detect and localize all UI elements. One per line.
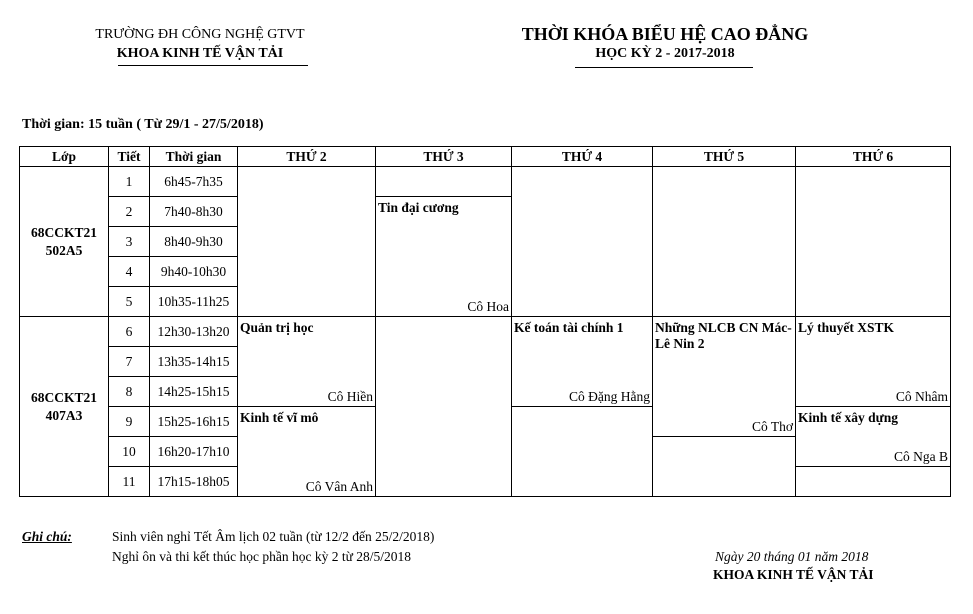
col-header-thu3: THỨ 3 bbox=[376, 147, 512, 167]
period-number: 1 bbox=[109, 167, 150, 197]
subject-cell-kinh-te-vi-mo bbox=[238, 407, 376, 497]
period-time: 6h45-7h35 bbox=[150, 167, 238, 197]
table-row bbox=[20, 167, 951, 197]
col-header-thu2: THỨ 2 bbox=[238, 147, 376, 167]
period-number: 6 bbox=[109, 317, 150, 347]
subject-name: Lý thuyết XSTK bbox=[798, 320, 895, 335]
empty-cell bbox=[796, 467, 951, 497]
sign-date: Ngày 20 tháng 01 năm 2018 bbox=[715, 549, 869, 564]
period-time: 9h40-10h30 bbox=[150, 257, 238, 287]
period-time: 7h40-8h30 bbox=[150, 197, 238, 227]
subject-cell-quan-tri-hoc bbox=[238, 317, 376, 407]
col-header-class: Lớp bbox=[20, 147, 109, 167]
period-number: 9 bbox=[109, 407, 150, 437]
period-time: 12h30-13h20 bbox=[150, 317, 238, 347]
note-line-2: Nghỉ ôn và thi kết thúc học phần học kỳ 2 từ 28/5/2018 bbox=[112, 549, 412, 564]
teacher-name: Cô Hiền bbox=[327, 389, 373, 404]
subject-name: Quản trị học bbox=[240, 320, 314, 335]
class-name: 68CCKT21 bbox=[30, 389, 97, 405]
notes-label: Ghi chú: bbox=[22, 529, 72, 544]
col-header-period: Tiết bbox=[109, 147, 150, 167]
table-header-row bbox=[20, 147, 951, 167]
subject-name: Kế toán tài chính 1 bbox=[514, 320, 624, 335]
subject-name: Kinh tế xây dựng bbox=[798, 410, 898, 425]
period-number: 10 bbox=[109, 437, 150, 467]
period-time: 14h25-15h15 bbox=[150, 377, 238, 407]
empty-cell bbox=[376, 167, 512, 197]
period-label: Thời gian: 15 tuần ( Từ 29/1 - 27/5/2018) bbox=[22, 117, 264, 132]
period-time: 10h35-11h25 bbox=[150, 287, 238, 317]
table-row bbox=[20, 317, 951, 347]
period-number: 2 bbox=[109, 197, 150, 227]
faculty-name: KHOA KINH TẾ VẬN TẢI bbox=[116, 46, 284, 61]
subject-cell-ke-toan bbox=[512, 317, 653, 407]
class-name: 68CCKT21 bbox=[30, 224, 97, 240]
school-name: TRƯỜNG ĐH CÔNG NGHỆ GTVT bbox=[95, 27, 305, 42]
subject-cell-nlcb bbox=[653, 317, 796, 437]
class-cell-morning bbox=[20, 167, 109, 317]
page-title: THỜI KHÓA BIỂU HỆ CAO ĐẲNG bbox=[521, 24, 809, 44]
empty-cell bbox=[512, 167, 653, 317]
semester-label: HỌC KỲ 2 - 2017-2018 bbox=[595, 46, 735, 61]
semester-underline bbox=[575, 67, 753, 68]
period-time: 8h40-9h30 bbox=[150, 227, 238, 257]
period-number: 11 bbox=[109, 467, 150, 497]
col-header-time: Thời gian bbox=[150, 147, 238, 167]
empty-cell bbox=[376, 317, 512, 497]
subject-name: Kinh tế vĩ mô bbox=[240, 410, 319, 425]
teacher-name: Cô Nhâm bbox=[895, 389, 948, 404]
empty-cell bbox=[653, 437, 796, 497]
period-time: 17h15-18h05 bbox=[150, 467, 238, 497]
col-header-thu5: THỨ 5 bbox=[653, 147, 796, 167]
teacher-name: Cô Vân Anh bbox=[305, 479, 373, 494]
teacher-name: Cô Nga B bbox=[894, 449, 948, 464]
subject-name: Những NLCB CN Mác-Lê Nin 2 bbox=[655, 320, 792, 351]
empty-cell bbox=[238, 167, 376, 317]
faculty-underline bbox=[118, 65, 308, 66]
subject-name: Tin đại cương bbox=[378, 200, 459, 215]
subject-cell-tin-dai-cuong bbox=[376, 197, 512, 317]
subject-cell-kinh-te-xay-dung bbox=[796, 407, 951, 467]
period-number: 5 bbox=[109, 287, 150, 317]
empty-cell bbox=[512, 407, 653, 497]
period-time: 15h25-16h15 bbox=[150, 407, 238, 437]
empty-cell bbox=[796, 167, 951, 317]
timetable bbox=[19, 146, 951, 497]
period-number: 7 bbox=[109, 347, 150, 377]
teacher-name: Cô Đặng Hằng bbox=[569, 389, 650, 404]
subject-cell-ly-thuyet bbox=[796, 317, 951, 407]
period-number: 8 bbox=[109, 377, 150, 407]
period-time: 16h20-17h10 bbox=[150, 437, 238, 467]
class-cell-afternoon bbox=[20, 317, 109, 497]
col-header-thu6: THỨ 6 bbox=[796, 147, 951, 167]
period-number: 4 bbox=[109, 257, 150, 287]
class-room: 502A5 bbox=[45, 242, 83, 258]
col-header-thu4: THỨ 4 bbox=[512, 147, 653, 167]
note-line-1: Sinh viên nghỉ Tết Âm lịch 02 tuần (từ 12/2 đến 25/2/2018) bbox=[112, 529, 435, 544]
period-time: 13h35-14h15 bbox=[150, 347, 238, 377]
teacher-name: Cô Hoa bbox=[467, 299, 509, 314]
empty-cell bbox=[653, 167, 796, 317]
period-number: 3 bbox=[109, 227, 150, 257]
signer-name: KHOA KINH TẾ VẬN TẢI bbox=[713, 567, 874, 582]
class-room: 407A3 bbox=[45, 407, 83, 423]
teacher-name: Cô Thơ bbox=[751, 419, 793, 434]
